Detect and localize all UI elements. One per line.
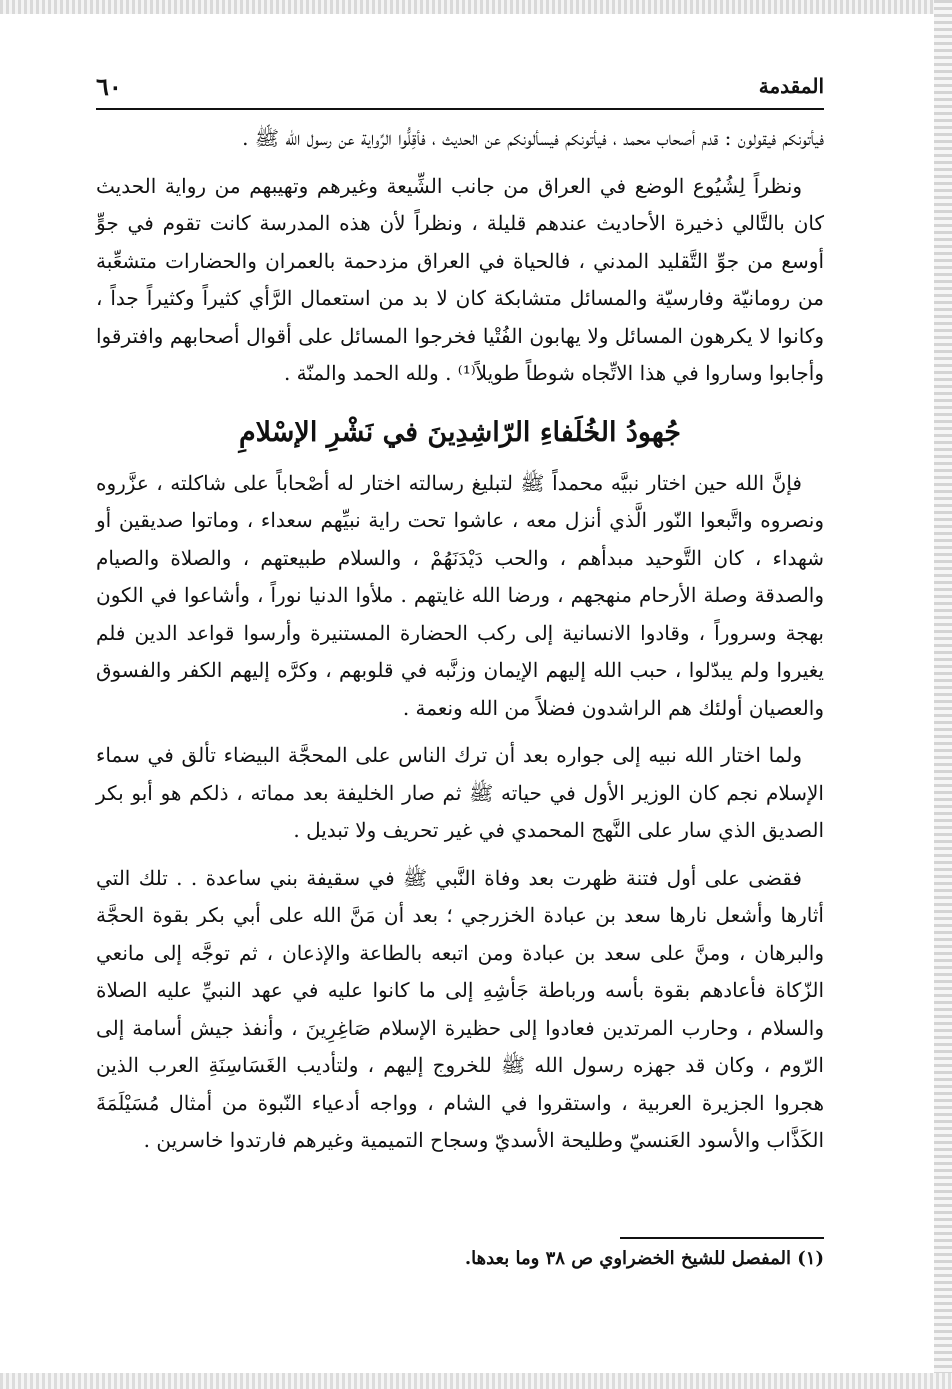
paragraph-5: فقضى على أول فتنة ظهرت بعد وفاة النَّبي ﷺ في سقيفة بني ساعدة . . تلك التي أثارها وأشعل نارها سعد بن عبادة الخزرجي ؛ بعد أن مَنَّ الله على أبي بكر بقوة الحجَّة والبرهان ، ومنَّ على سعد بن عبادة ومن اتبعه بالطاعة والإذعان ، ثم توجَّه إلى مانعي الزّكاة فأعادهم بقوة بأسه ورباطة جَأشِهِ إلى ما كانوا عليه في عهد النبيِّ عليه الصلاة والسلام ، وحارب المرتدين فعادوا إلى حظيرة الإسلام صَاغِرِينَ ، وأنفذ جيش أسامة إلى الرّوم ، وكان قد جهزه رسول الله ﷺ للخروج إليهم ، ولتأديب الغَسَاسِنَةِ العرب الذين هجروا الجزيرة العربية ، واستقروا في الشام ، وواجه أدعياء النّبوة من أمثال مُسَيْلَمَةَ الكَذَّاب والأسود العَنسيّ وطليحة الأسديّ وسجاح التميمية وغيرهم فارتدوا خاسرين .: [96, 865, 824, 1152]
scan-edge-right: [934, 0, 952, 1389]
paragraph-4: ولما اختار الله نبيه إلى جواره بعد أن ترك الناس على المحجَّة البيضاء تألق في سماء الإسلام نجم كان الوزير الأول في حياته ﷺ ثم صار الخليفة بعد مماته ، ذلكم هو أبو بكر الصديق الذي سار على النَّهج المحمدي في غير تحريف ولا تبديل .: [96, 743, 824, 842]
book-page: [96, 70, 824, 1320]
section-heading: جُهودُ الخُلَفاءِ الرّاشِدِينَ في نَشْرِ الإسْلامِ: [238, 416, 682, 448]
scan-edge-top: [0, 0, 952, 14]
paragraph-2: ونظراً لِشُيُوع الوضع في العراق من جانب الشِّيعة وغيرهم وتهيبهم من رواية الحديث كان بالتَّالي ذخيرة الأحاديث عندهم قليلة ، ونظراً لأن هذه المدرسة كانت تقوم في جوٍّ أوسع من جوِّ التَّقليد المدني ، فالحياة في العراق مزدحمة بالعمران والحضارات متشعِّبة من رومانيّة وفارسيّة والمسائل متشابكة كان لا بد من استعمال الرَّأي كثيراً وكثيراً جداً ، وكانوا لا يكرهون المسائل ولا يهابون الفُتْيا فخرجوا المسائل على أقوال أصحابهم وافترقوا وأجابوا وساروا في هذا الاتِّجاه شوطاً طويلاً⁽¹⁾ . ولله الحمد والمنّة .: [96, 173, 824, 385]
paragraph-1: فيأتونكم فيقولون : قدم أصحاب محمد ، فيأتونكم فيسألونكم عن الحديث ، فأقِلُّوا الرِّواية عن رسول الله ﷺ .: [242, 126, 824, 150]
footnote: (١) المفصل للشيخ الخضراوي ص ٣٨ وما بعدها.: [464, 1248, 824, 1269]
footnote-divider: [620, 1237, 824, 1239]
paragraph-3: فإنَّ الله حين اختار نبيَّه محمداً ﷺ لتبليغ رسالته اختار له أصْحاباً على شاكلته ، عزَّروه ونصروه واتَّبعوا النّور الَّذي أنزل معه ، عاشوا تحت راية نبيِّهم سعداء ، وماتوا صديقين أو شهداء ، كان التَّوحيد مبدأهم ، والحب دَيْدَنَهُمْ ، والسلام طبيعتهم ، والصلاة والصيام والصدقة وصلة الأرحام منهجهم ، ورضا الله غايتهم . ملأوا الدنيا نوراً ، وأشاعوا في الكون بهجة وسروراً ، وقادوا الانسانية إلى ركب الحضارة المستنيرة وأرسوا قواعد الدين فلم يغيروا ولم يبدّلوا ، حبب الله إليهم الإيمان وزنَّبه في قلوبهم ، وكرَّه إليهم الكفر والفسوق والعصيان أولئك هم الراشدون فضلاً من الله ونعمة .: [96, 470, 824, 720]
page-number: ٦٠: [96, 72, 122, 101]
scan-edge-bottom: [0, 1373, 952, 1389]
section-title: المقدمة: [758, 74, 824, 98]
page-body: [96, 120, 824, 1160]
running-header: [96, 70, 824, 110]
